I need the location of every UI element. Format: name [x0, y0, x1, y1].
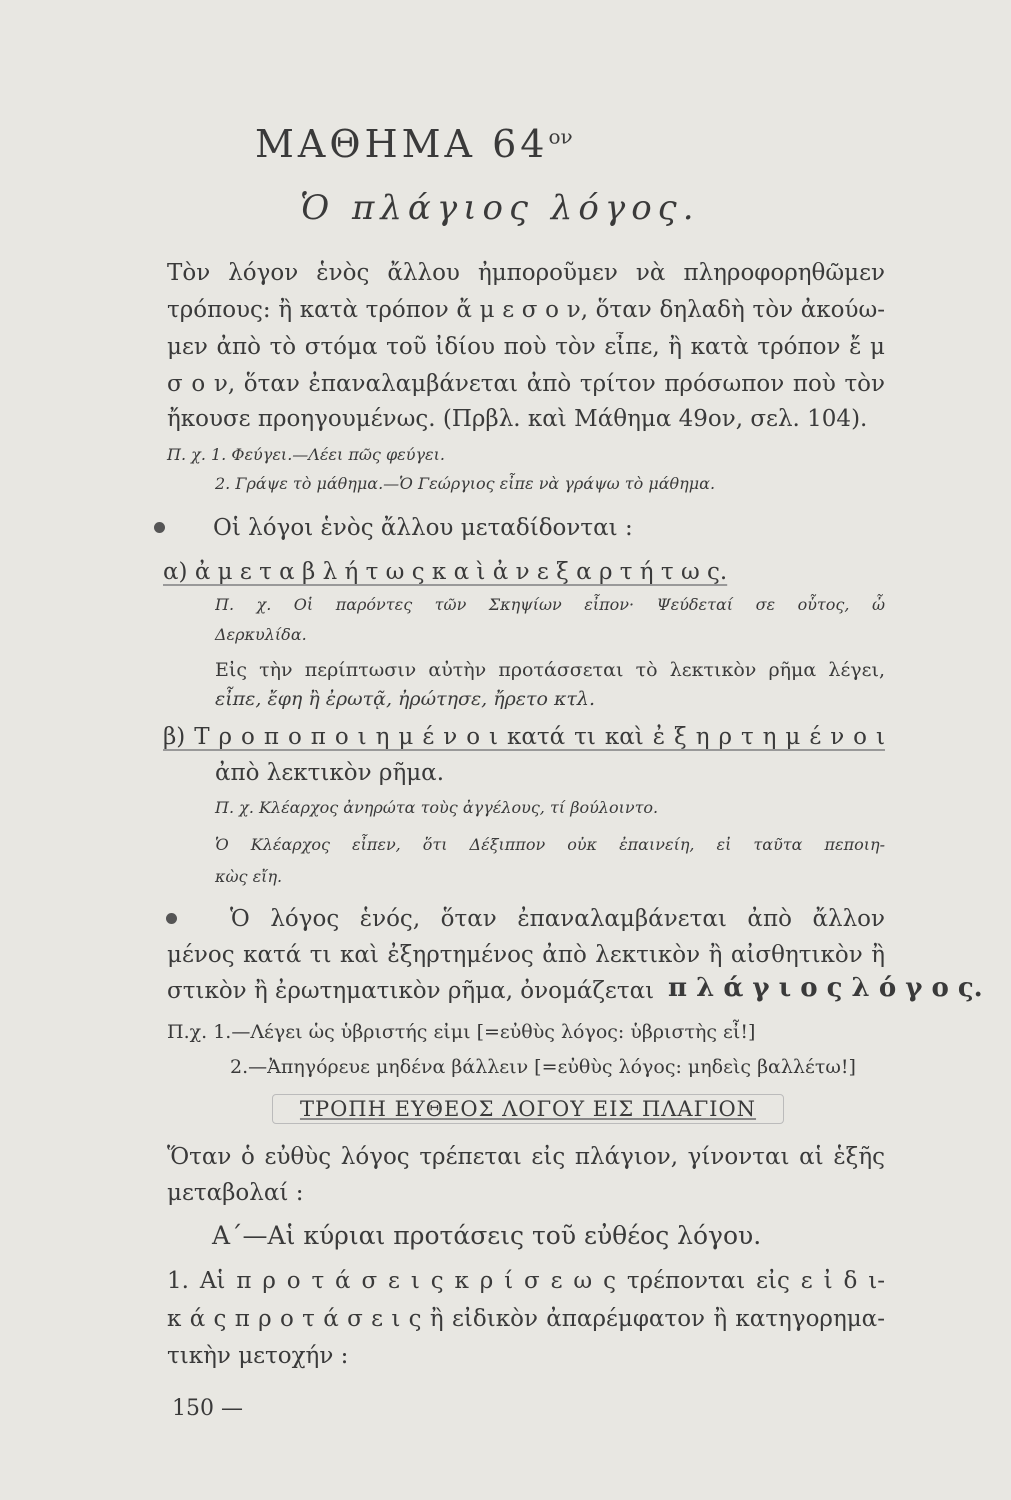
text-line: μεταβολαί : [167, 1180, 304, 1206]
example-line: Δερκυλίδα. [215, 625, 307, 644]
example-line: Π.χ. 1.—Λέγει ὡς ὑβριστής εἰμι [=εὐθὺς λόγος: ὑβριστὴς εἶ!] [167, 1021, 756, 1043]
section-a-heading: α) ἀ μ ε τ α β λ ή τ ω ς κ α ὶ ἀ ν ε ξ α ρ τ ή τ ω ς. [163, 559, 728, 585]
page-number: 150 — [172, 1396, 243, 1421]
text-line: Οἱ λόγοι ἑνὸς ἄλλου μεταδίδονται : [213, 515, 633, 541]
example-line: Π. χ. Οἱ παρόντες τῶν Σκηψίων εἶπον· Ψεύδεταί σε οὗτος, ὦ [215, 595, 885, 614]
text-line: στικὸν ἢ ἐρωτηματικὸν ρῆμα, ὀνομάζεται [167, 978, 655, 1004]
text-line: Εἰς τὴν περίπτωσιν αὐτὴν προτάσσεται τὸ λεκτικὸν ρῆμα λέγει, [215, 659, 885, 681]
example-line: 2. Γράψε τὸ μάθημα.—Ὁ Γεώργιος εἶπε νὰ γράψω τὸ μάθημα. [215, 474, 716, 493]
text-line: τρόπους: ἢ κατὰ τρόπον ἄ μ ε σ ο ν, ὅταν δηλαδὴ τὸν ἀκούω- [167, 297, 885, 323]
title-suffix: ον [548, 124, 573, 149]
text-line: Ὁ λόγος ἑνός, ὅταν ἐπαναλαμβάνεται ἀπὸ ἄλλον [230, 906, 885, 932]
example-line: Π. χ. 1. Φεύγει.—Λέει πῶς φεύγει. [167, 445, 445, 464]
title-text: ΜΑΘΗΜΑ 64 [255, 122, 549, 166]
text-line: μεν ἀπὸ τὸ στόμα τοῦ ἰδίου ποὺ τὸν εἶπε, ἢ κατὰ τρόπον ἔ μ [167, 334, 885, 360]
bullet-icon [166, 913, 177, 924]
text-line: σ ο ν, ὅταν ἐπαναλαμβάνεται ἀπὸ τρίτον πρόσωπον ποὺ τὸν [167, 371, 885, 397]
text-line: Ὅταν ὁ εὐθὺς λόγος τρέπεται εἰς πλάγιον, γίνονται αἱ ἑξῆς [167, 1144, 885, 1170]
section-b-heading: β) Τ ρ ο π ο π ο ι η μ έ ν ο ι κατά τι καὶ ἐ ξ η ρ τ η μ έ ν ο ι [163, 724, 885, 750]
text-line: Τὸν λόγον ἑνὸς ἄλλου ἠμποροῦμεν νὰ πληροφορηθῶμεν [167, 260, 885, 286]
lesson-subtitle: Ὁ πλάγιος λόγος. [300, 188, 700, 228]
example-line: κὼς εἴη. [215, 867, 283, 886]
text-line: τικὴν μετοχήν : [167, 1343, 349, 1369]
text-line: κ ά ς π ρ ο τ ά σ ε ι ς ἢ εἰδικὸν ἀπαρέμφατον ἢ κατηγορημα- [167, 1306, 885, 1332]
bullet-icon [154, 522, 165, 533]
text-line: μένος κατά τι καὶ ἐξηρτημένος ἀπὸ λεκτικὸν ἢ αἰσθητικὸν ἢ [167, 942, 885, 968]
subsection-heading: Α΄—Αἱ κύριαι προτάσεις τοῦ εὐθέος λόγου. [212, 1221, 762, 1250]
example-line: Ὁ Κλέαρχος εἶπεν, ὅτι Δέξιππον οὐκ ἐπαινείη, εἰ ταῦτα πεποιη- [215, 835, 885, 854]
lesson-title [255, 122, 573, 166]
text-line: 1. Αἱ π ρ ο τ ά σ ε ι ς κ ρ ί σ ε ω ς τρέπονται εἰς ε ἰ δ ι- [167, 1268, 885, 1294]
text-line: ἤκουσε προηγουμένως. (Πρβλ. καὶ Μάθημα 49ον, σελ. 104). [167, 406, 868, 432]
text-line: εἶπε, ἔφη ἢ ἐρωτᾷ, ἠρώτησε, ἤρετο κτλ. [215, 688, 596, 710]
example-line: 2.—Ἀπηγόρευε μηδένα βάλλειν [=εὐθὺς λόγος: μηδεὶς βαλλέτω!] [230, 1056, 856, 1078]
example-line: Π. χ. Κλέαρχος ἀνηρώτα τοὺς ἀγγέλους, τί βούλοιντο. [215, 798, 659, 817]
term-plagios-logos: π λ ά γ ι ο ς λ ό γ ο ς. [668, 973, 983, 1003]
section-heading: ΤΡΟΠΗ ΕΥΘΕΟΣ ΛΟΓΟΥ ΕΙΣ ΠΛΑΓΙΟΝ [272, 1094, 784, 1124]
text-line: ἀπὸ λεκτικὸν ρῆμα. [215, 760, 445, 786]
